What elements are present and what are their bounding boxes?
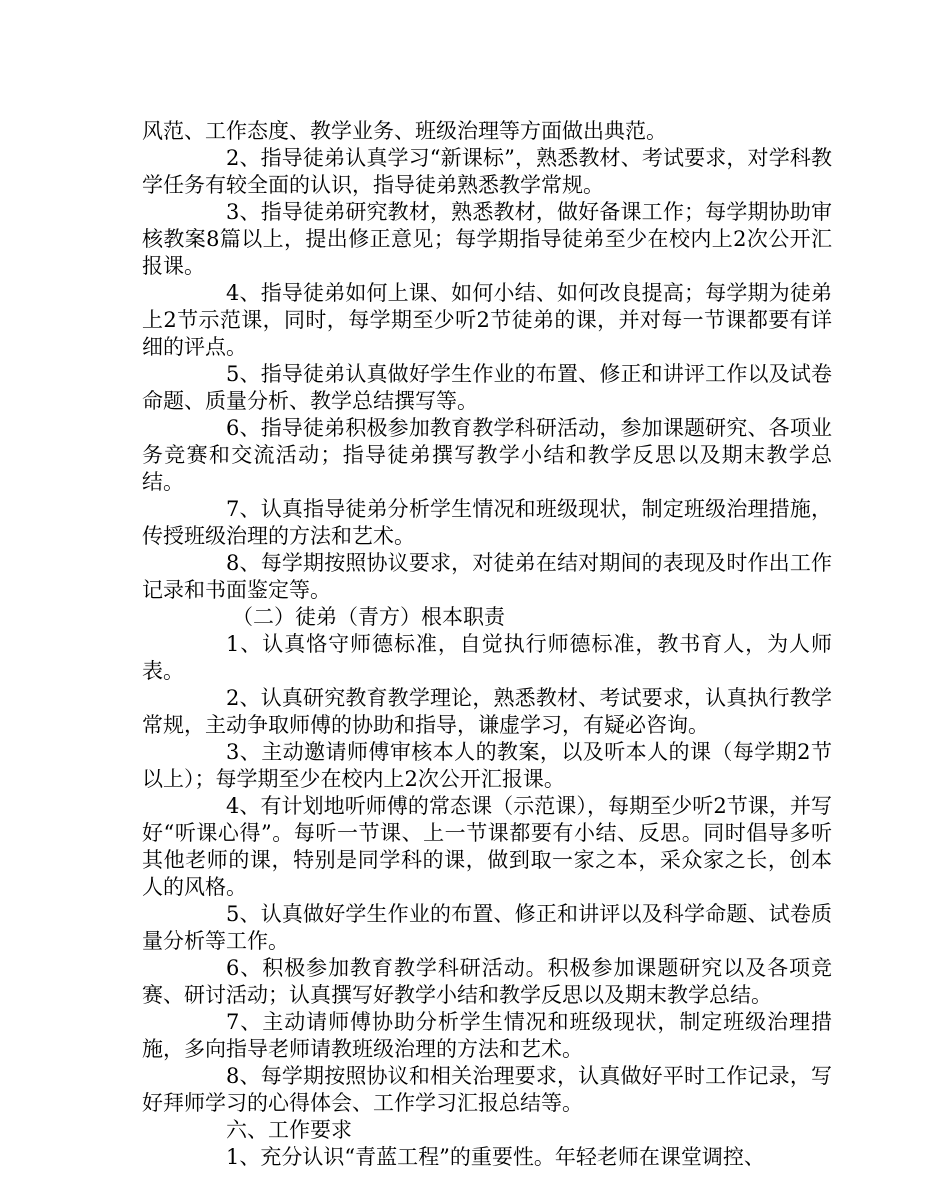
paragraph-5: 6、指导徒弟积极参加教育教学科研活动，参加课题研究、各项业务竞赛和交流活动；指导徒弟撰写教学小结和教学反思以及期末教学总结。 [142, 416, 832, 494]
paragraph-15: 7、主动请师傅协助分析学生情况和班级现状，制定班级治理措施，多向指导老师请教班级治理的方法和艺术。 [142, 1010, 832, 1061]
paragraph-0: 风范、工作态度、教学业务、班级治理等方面做出典范。 [142, 119, 667, 143]
paragraph-13: 5、认真做好学生作业的布置、修正和讲评以及科学命题、试卷质量分析等工作。 [142, 902, 832, 953]
paragraph-2: 3、指导徒弟研究教材，熟悉教材，做好备课工作；每学期协助审核教案8篇以上，提出修正意见；每学期指导徒弟至少在校内上2次公开汇报课。 [142, 200, 832, 278]
document-page [142, 118, 832, 1171]
paragraph-14: 6、积极参加教育教学科研活动。积极参加课题研究以及各项竞赛、研讨活动；认真撰写好教学小结和教学反思以及期末教学总结。 [142, 956, 832, 1007]
paragraph-16: 8、每学期按照协议和相关治理要求，认真做好平时工作记录，写好拜师学习的心得体会、工作学习汇报总结等。 [142, 1064, 832, 1115]
paragraph-10: 2、认真研究教育教学理论，熟悉教材、考试要求，认真执行教学常规，主动争取师傅的协助和指导，谦虚学习，有疑必咨询。 [142, 686, 832, 737]
section-heading-work-requirements: 六、工作要求 [226, 1118, 352, 1142]
paragraph-12: 4、有计划地听师傅的常态课（示范课），每期至少听2节课，并写好“听课心得”。每听一节课、上一节课都要有小结、反思。同时倡导多听其他老师的课，特别是同学科的课，做到取一家之本，采众家之长，创本人的风格。 [142, 794, 832, 899]
paragraph-6: 7、认真指导徒弟分析学生情况和班级现状，制定班级治理措施，传授班级治理的方法和艺术。 [142, 497, 832, 548]
paragraph-1: 2、指导徒弟认真学习“新课标”，熟悉教材、考试要求，对学科教学任务有较全面的认识，指导徒弟熟悉教学常规。 [142, 146, 832, 197]
paragraph-18: 1、充分认识“青蓝工程”的重要性。年轻老师在课堂调控、 [226, 1145, 765, 1169]
paragraph-11: 3、主动邀请师傅审核本人的教案，以及听本人的课（每学期2节以上）；每学期至少在校内上2次公开汇报课。 [142, 740, 832, 791]
section-heading-apprentice-duties: （二）徒弟（青方）根本职责 [232, 605, 505, 629]
paragraph-9: 1、认真恪守师德标准，自觉执行师德标准，教书育人，为人师表。 [142, 632, 832, 683]
paragraph-4: 5、指导徒弟认真做好学生作业的布置、修正和讲评工作以及试卷命题、质量分析、教学总结撰写等。 [142, 362, 832, 413]
paragraph-7: 8、每学期按照协议要求，对徒弟在结对期间的表现及时作出工作记录和书面鉴定等。 [142, 551, 832, 602]
paragraph-3: 4、指导徒弟如何上课、如何小结、如何改良提高；每学期为徒弟上2节示范课，同时，每学期至少听2节徒弟的课，并对每一节课都要有详细的评点。 [142, 281, 832, 359]
